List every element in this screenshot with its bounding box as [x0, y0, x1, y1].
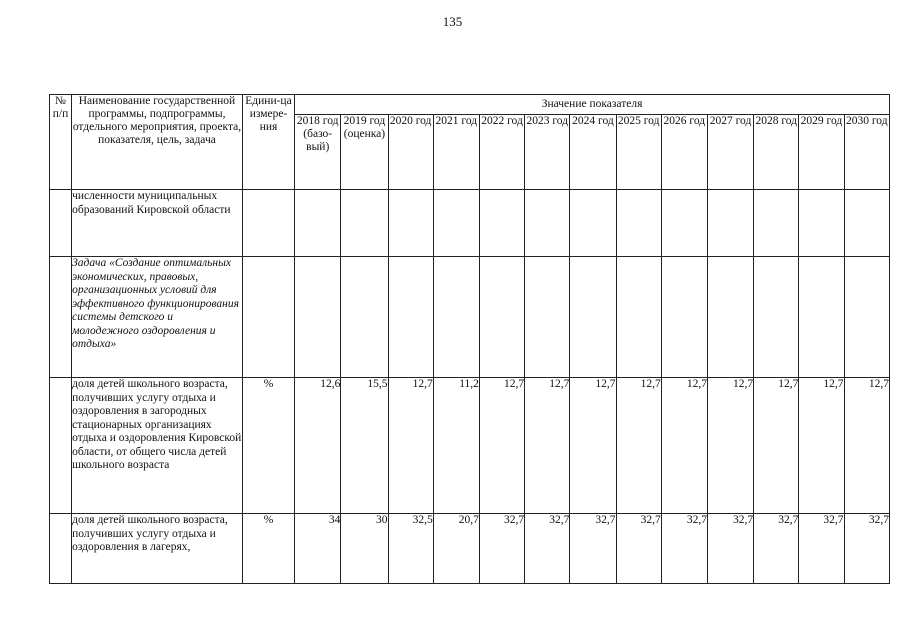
row-value: 32,7	[570, 514, 616, 584]
row-number	[50, 378, 72, 514]
row-value	[341, 190, 388, 257]
row-value	[341, 257, 388, 378]
row-value: 32,7	[799, 514, 844, 584]
row-value: 12,7	[479, 378, 524, 514]
header-year: 2028 год	[754, 115, 799, 190]
header-year: 2029 год	[799, 115, 844, 190]
row-number	[50, 514, 72, 584]
row-value	[616, 190, 661, 257]
header-year: 2022 год	[479, 115, 524, 190]
row-value: 11,2	[433, 378, 479, 514]
header-name: Наименование государственной программы, подпрограммы, отдельного мероприятия, проекта, показателя, цель, задача	[72, 95, 243, 190]
header-year: 2021 год	[433, 115, 479, 190]
header-year: 2025 год	[616, 115, 661, 190]
row-value	[799, 190, 844, 257]
table-row	[50, 378, 890, 514]
row-unit: %	[242, 514, 294, 584]
header-year: 2020 год	[388, 115, 433, 190]
row-value: 32,7	[844, 514, 889, 584]
row-value	[433, 257, 479, 378]
row-name-task: Задача «Создание оптимальных экономических, правовых, организационных условий для эффективного функционирования системы детского и молодежного оздоровления и отдыха»	[72, 257, 243, 378]
row-value	[295, 190, 341, 257]
row-value: 12,7	[707, 378, 753, 514]
row-value	[388, 190, 433, 257]
header-values-title: Значение показателя	[295, 95, 890, 115]
row-value: 32,7	[525, 514, 570, 584]
table-row	[50, 257, 890, 378]
header-year: 2019 год (оценка)	[341, 115, 388, 190]
row-value: 32,7	[754, 514, 799, 584]
row-value: 32,7	[479, 514, 524, 584]
row-value	[295, 257, 341, 378]
row-value: 12,6	[295, 378, 341, 514]
row-value: 32,5	[388, 514, 433, 584]
row-value	[844, 190, 889, 257]
row-value: 12,7	[570, 378, 616, 514]
row-value: 32,7	[616, 514, 661, 584]
header-year: 2018 год (базо-вый)	[295, 115, 341, 190]
row-value	[754, 257, 799, 378]
row-value: 32,7	[661, 514, 707, 584]
row-value: 12,7	[525, 378, 570, 514]
row-value	[479, 190, 524, 257]
row-value	[707, 257, 753, 378]
row-value	[433, 190, 479, 257]
row-unit: %	[242, 378, 294, 514]
header-year: 2027 год	[707, 115, 753, 190]
row-number	[50, 190, 72, 257]
row-value: 12,7	[616, 378, 661, 514]
row-number	[50, 257, 72, 378]
table-row	[50, 190, 890, 257]
row-unit	[242, 190, 294, 257]
row-value: 12,7	[388, 378, 433, 514]
header-year: 2026 год	[661, 115, 707, 190]
header-number: № п/п	[50, 95, 72, 190]
row-value: 12,7	[799, 378, 844, 514]
row-name: доля детей школьного возраста, получивших услугу отдыха и оздоровления в загородных стационарных организациях отдыха и оздоровления Кировской области, от общего числа детей школьного возраста	[72, 378, 243, 514]
indicators-table	[49, 94, 890, 584]
row-value: 32,7	[707, 514, 753, 584]
row-value: 12,7	[661, 378, 707, 514]
row-name: численности муниципальных образований Кировской области	[72, 190, 243, 257]
row-name: доля детей школьного возраста, получивших услугу отдыха и оздоровления в лагерях,	[72, 514, 243, 584]
row-value	[799, 257, 844, 378]
row-value	[844, 257, 889, 378]
table-row	[50, 514, 890, 584]
row-value	[661, 257, 707, 378]
row-value	[525, 190, 570, 257]
page-number: 135	[442, 14, 463, 29]
row-value	[661, 190, 707, 257]
row-value	[479, 257, 524, 378]
row-unit	[242, 257, 294, 378]
row-value: 12,7	[844, 378, 889, 514]
row-value	[616, 257, 661, 378]
row-value	[525, 257, 570, 378]
row-value: 15,5	[341, 378, 388, 514]
header-year: 2023 год	[525, 115, 570, 190]
header-year: 2024 год	[570, 115, 616, 190]
row-value	[570, 257, 616, 378]
header-year: 2030 год	[844, 115, 889, 190]
row-value	[707, 190, 753, 257]
row-value: 30	[341, 514, 388, 584]
row-value	[570, 190, 616, 257]
row-value: 12,7	[754, 378, 799, 514]
row-value: 20,7	[433, 514, 479, 584]
row-value	[388, 257, 433, 378]
row-value: 34	[295, 514, 341, 584]
row-value	[754, 190, 799, 257]
header-unit: Едини-ца измере-ния	[242, 95, 294, 190]
